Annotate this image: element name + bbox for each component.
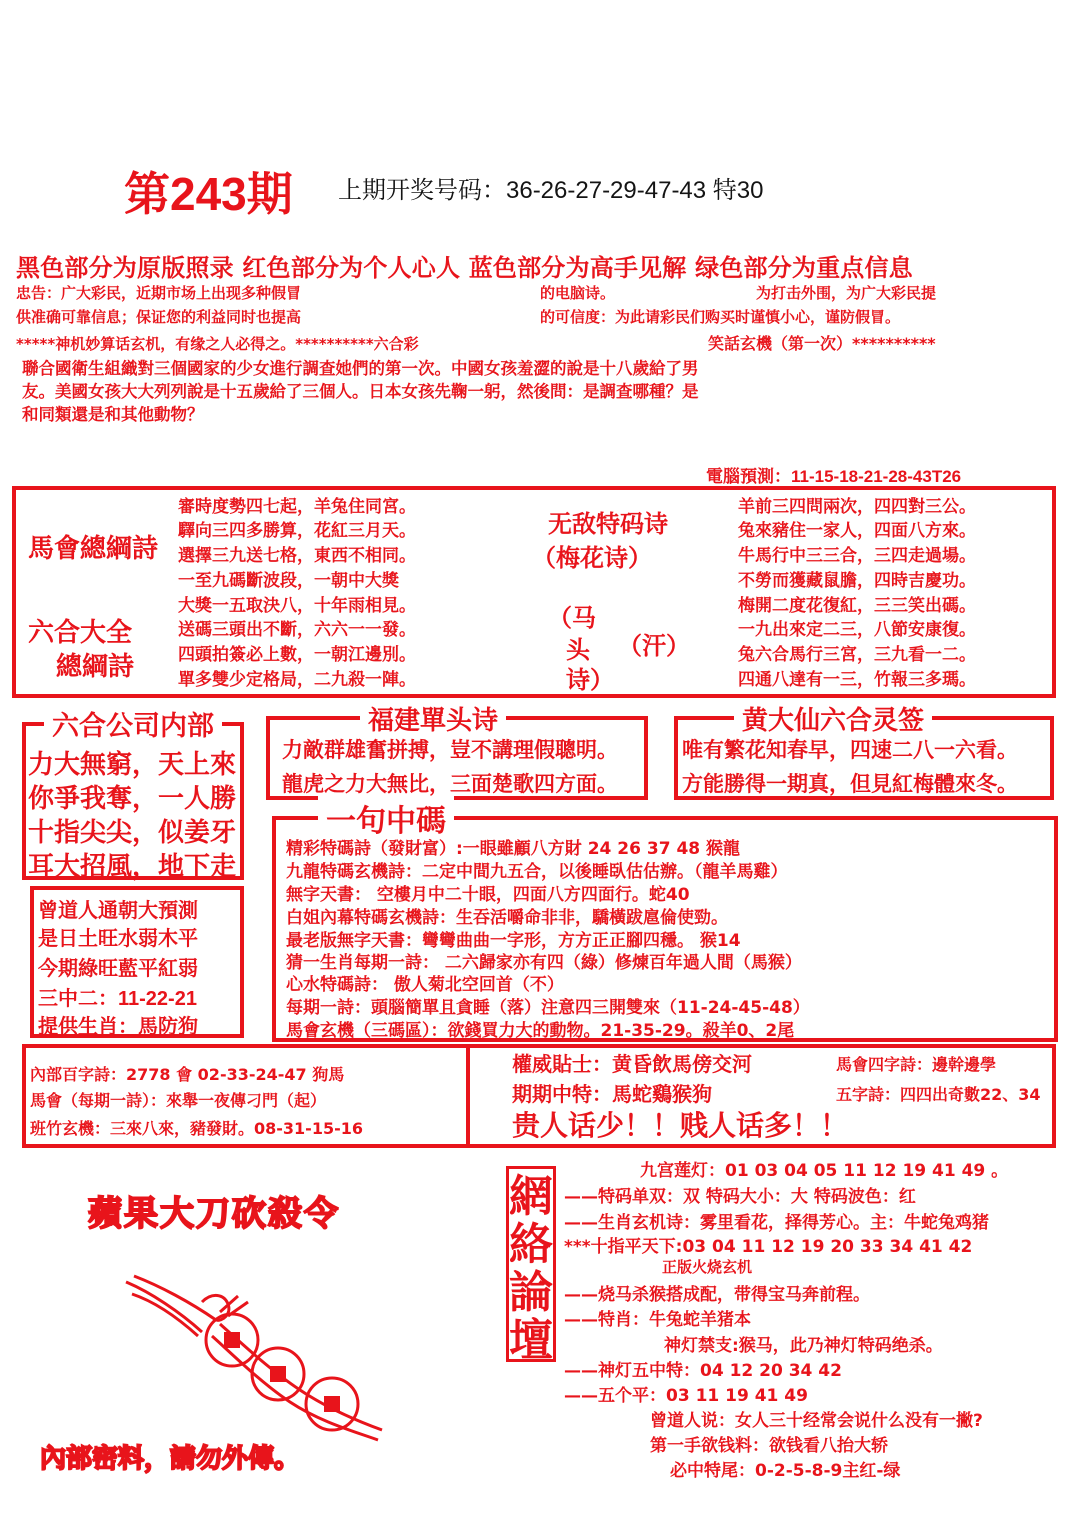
poem-line: 四頭拍簽必上數，一朝江邊別。	[178, 645, 416, 665]
joke-head-left: *****神机妙算话玄机，有缘之人必得之。**********六合彩	[16, 335, 419, 353]
authority-l2a: 期期中特：馬蛇鷄猴狗	[512, 1082, 712, 1106]
legend-line: 黑色部分为原版照录 红色部分为个人心人 蓝色部分为高手见解 绿色部分为重点信息	[16, 254, 913, 282]
poem-line: 單多雙少定格局，二九殺一陣。	[178, 670, 416, 690]
poem-line: 牛馬行中三三合，三四走過場。	[738, 546, 976, 566]
poem-line: 兔六合馬行三宮，三九看一二。	[738, 645, 976, 665]
poem-line: 選擇三九送七格，東西不相同。	[178, 546, 416, 566]
sentence-line: 精彩特碼詩（發財富）:一眼雖顧八方財 24 26 37 48 猴龍	[286, 839, 741, 859]
forum-line: ——特肖：牛兔蛇羊猪本	[564, 1310, 751, 1330]
forum-line: 第一手欲钱料：欲钱看八抬大轿	[650, 1436, 888, 1456]
mid-subtitle: （梅花诗）	[532, 544, 652, 572]
sentence-line: 最老版無字天書：彎彎曲曲一字形，方方正正腳四穩。 猴14	[286, 931, 741, 951]
forum-line: 正版火烧玄机	[662, 1258, 753, 1276]
forum-line: ***十指平天下:03 04 11 12 19 20 33 34 41 42	[564, 1237, 973, 1257]
fujian-title: 福建單头诗	[360, 700, 506, 737]
issue-number: 第243期	[124, 168, 293, 220]
zengdao-line: 是日土旺水弱木平	[38, 926, 198, 950]
huangdaxian-line: 唯有繁花知春早，四速二八一六看。	[682, 738, 1018, 762]
notice-line-2b: 的可信度：为此请彩民们购买时谨慎小心，谨防假冒。	[540, 308, 901, 326]
forum-line: ——五个平：03 11 19 41 49	[564, 1386, 808, 1406]
forum-line: ——特码单双：双 特码大小：大 特码波色：红	[564, 1187, 916, 1207]
label-liuhe-1: 六合大全	[28, 618, 133, 648]
forum-line: ——神灯五中特：04 12 20 34 42	[564, 1361, 842, 1381]
huangdaxian-title: 黄大仙六合灵签	[734, 700, 932, 737]
zengdao-line: 今期綠旺藍平紅弱	[38, 956, 198, 980]
forum-line: 九宫莲灯：01 03 04 05 11 12 19 41 49 。	[640, 1161, 1009, 1181]
zengdao-line: 提供生肖：馬防狗	[38, 1014, 198, 1038]
mid-d: 诗）	[566, 666, 614, 694]
authority-l1b: 馬會四字詩：邊幹邊學	[836, 1055, 997, 1074]
joke-body-1: 聯合國衛生組織對三個國家的少女進行調查她們的第一次。中國女孩羞澀的說是十八歲給了男	[22, 359, 699, 378]
poem-line: 驛向三四多勝算，花紅三月天。	[178, 521, 416, 541]
zengdao-line: 三中二：11-22-21	[38, 988, 197, 1010]
forum-line: ——生肖玄机诗：雾里看花，择得芳心。主：牛蛇兔鸡猪	[564, 1213, 989, 1233]
sentence-line: 猜一生肖每期一詩： 二六歸家亦有四（綠）修煉百年過人間（馬猴）	[286, 953, 802, 973]
joke-body-3: 和同類還是和其他動物？	[22, 405, 204, 424]
joke-head-right: 笑話玄機（第一次）**********	[708, 334, 936, 353]
mid-c: （汗）	[618, 632, 690, 660]
forum-char: 壇	[509, 1315, 553, 1366]
forum-line: ——烧马杀猴搭成配，带得宝马奔前程。	[564, 1285, 870, 1305]
label-horse-poem: 馬會總綱詩	[28, 534, 159, 564]
joke-body-2: 友。美國女孩大大列列說是十五歲給了三個人。日本女孩先鞠一躬，然後問：是調查哪種？是	[22, 382, 699, 401]
inner-poem-line: 班竹玄機：三來八來，豬發財。08-31-15-16	[30, 1119, 363, 1138]
computer-forecast: 電腦預測：11-15-18-21-28-43T26	[706, 467, 962, 486]
zengdao-line: 曾道人通朝大預測	[38, 898, 198, 922]
poem-line: 梅開二度花復紅，三三笑出碼。	[738, 596, 976, 616]
mid-b: 头	[566, 636, 590, 664]
poem-line: 送碼三頭出不斷，六六一一發。	[178, 620, 416, 640]
poem-line: 羊前三四問兩次，四四對三公。	[738, 497, 976, 517]
sentence-line: 無字天書： 空樓月中二十眼，四面八方四面行。蛇40	[286, 885, 690, 905]
forum-line: 曾道人说：女人三十经常会说什么没有一撇?	[650, 1411, 983, 1431]
forum-char: 絡	[509, 1219, 553, 1270]
liuhe-inner-line: 你爭我奪，一人勝	[28, 784, 237, 814]
inner-poem-line: 馬會（每期一詩）：來舉一夜傳刁門（起）	[30, 1091, 327, 1110]
forum-line: 神灯禁支:猴马，此乃神灯特码绝杀。	[664, 1336, 943, 1356]
liuhe-inner-line: 力大無窮，天上來	[28, 750, 237, 780]
sentence-line: 每期一詩：頭腦簡單且貪睡（落）注意四三開雙來（11-24-45-48）	[286, 998, 810, 1018]
fujian-line: 力敵群雄奮拼搏，豈不講理假聰明。	[282, 738, 618, 762]
authority-l1a: 權威貼士：黄昏飲馬傍交河	[512, 1052, 752, 1076]
fujian-line: 龍虎之力大無比，三面楚歌四方面。	[282, 772, 618, 796]
sentence-line: 心水特碼詩： 傲人菊北空回首（不）	[286, 975, 564, 995]
poem-line: 一九出來定二三，八節安康復。	[738, 620, 976, 640]
mid-title: 无敌特码诗	[548, 510, 668, 538]
mid-a: （马	[548, 604, 596, 632]
authority-slogan: 贵人话少！！贱人话多！！	[512, 1109, 849, 1142]
notice-line-1a: 忠告：广大彩民，近期市场上出现多种假冒	[16, 284, 302, 302]
label-liuhe-2: 總綱詩	[56, 652, 135, 682]
poem-line: 大獎一五取決八，十年雨相見。	[178, 596, 416, 616]
poem-line: 一至九碼斷波段，一朝中大獎	[178, 571, 399, 591]
sword-illustration-icon	[120, 1272, 390, 1452]
poem-line: 不勞而獲藏鼠膽，四時吉慶功。	[738, 571, 976, 591]
sentence-line: 馬會玄機（三碼區）：欲錢買力大的動物。21-35-29。殺羊0、2尾	[286, 1021, 795, 1041]
last-draw: 上期开奖号码：36-26-27-29-47-43 特30	[338, 177, 764, 204]
notice-line-1c: 为打击外围，为广大彩民提	[756, 284, 937, 302]
apple-footer: 內部密料，請勿外傳。	[40, 1444, 301, 1474]
forum-line: 必中特尾：0-2-5-8-9主红-绿	[670, 1461, 901, 1481]
sentence-line: 白姐內幕特碼玄機詩：生吞活嚼命非非，驕橫跋扈倫使勁。	[286, 908, 728, 928]
notice-line-2a: 供准确可靠信息；保证您的利益同时也提高	[16, 308, 302, 326]
sentence-line: 九龍特碼玄機詩：二定中間九五合，以後睡臥估估辦。（龍羊馬雞）	[286, 862, 788, 882]
huangdaxian-line: 方能勝得一期真，但見紅梅體來冬。	[682, 772, 1018, 796]
divider	[466, 1048, 470, 1148]
poem-line: 兔來豬住一家人，四面八方來。	[738, 521, 976, 541]
poem-line: 四通八達有一三，竹報三多瑪。	[738, 670, 976, 690]
one-sentence-title: 一句中碼	[318, 796, 454, 840]
poem-line: 審時度勢四七起，羊兔住同宮。	[178, 497, 416, 517]
liuhe-inner-line: 十指尖尖，似姜牙	[28, 818, 237, 848]
authority-l2b: 五字詩：四四出奇數22、34	[836, 1085, 1041, 1104]
liuhe-inner-line: 耳大招風，地下走	[28, 852, 237, 882]
apple-title: 蘋果大刀砍殺令	[88, 1194, 340, 1234]
forum-char: 網	[509, 1171, 553, 1222]
forum-char: 論	[509, 1267, 553, 1318]
liuhe-inner-title: 六合公司内部	[44, 704, 222, 743]
notice-line-1b: 的电脑诗。	[540, 284, 616, 302]
inner-poem-line: 內部百字詩：2778 會 02-33-24-47 狗馬	[30, 1065, 345, 1084]
